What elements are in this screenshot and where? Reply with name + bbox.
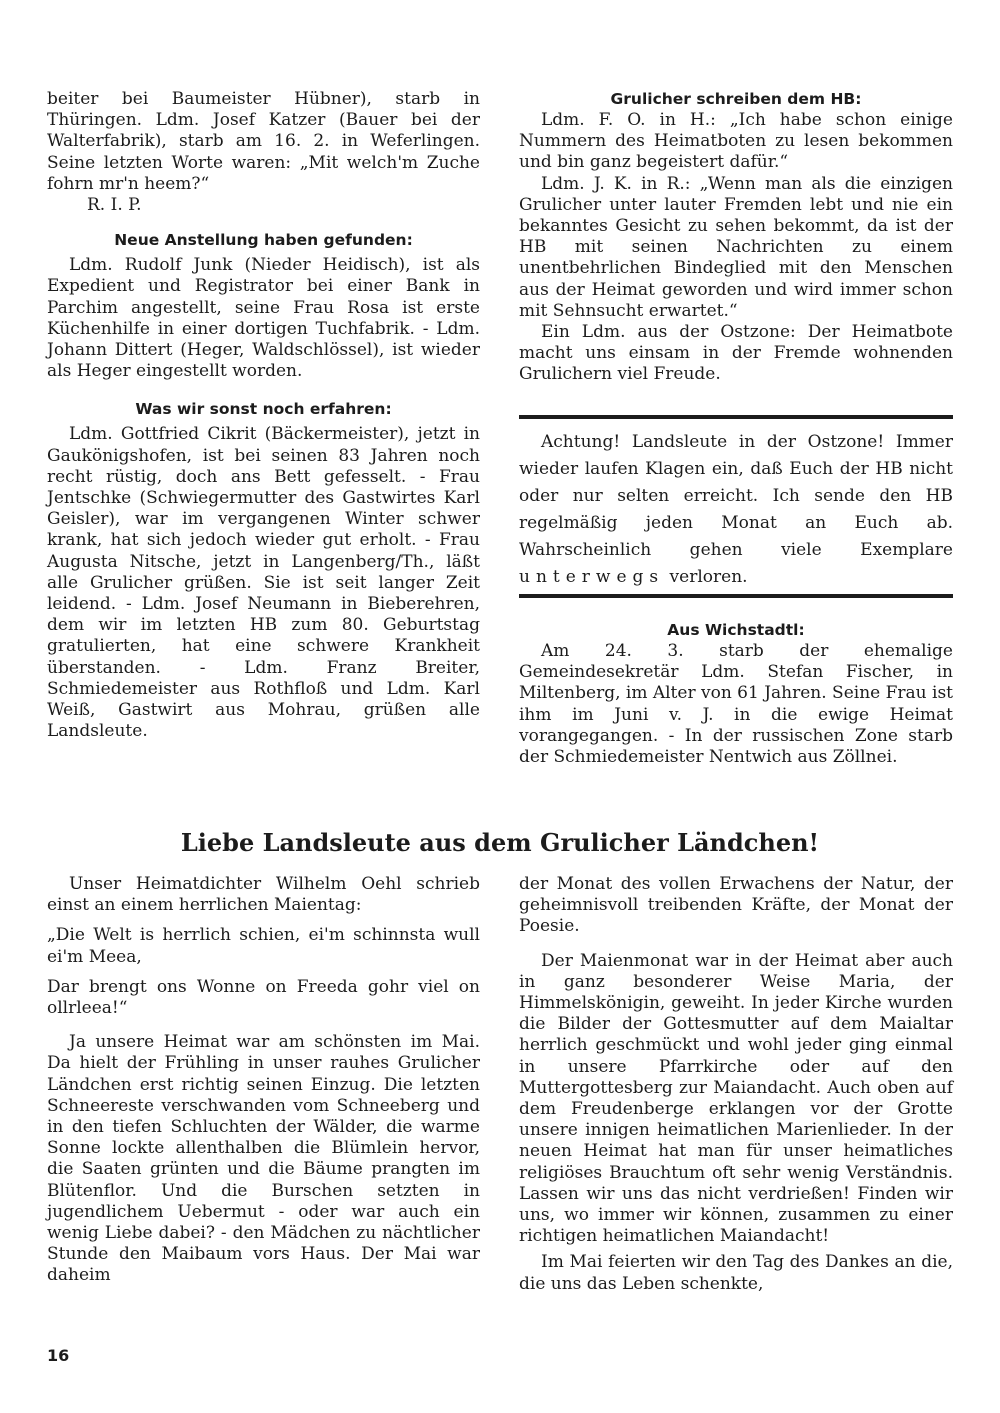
paragraph-maienmonat: Der Maienmonat war in der Heimat aber auch in ganz besonderer Weise Maria, der Himmelskönigin, geweiht. In jeder Kirche wurden die Bilder der Gottesmutter auf dem Maialtar herrlich geschmückt und wohl jeder ging einmal in unsere Pfarrkirche oder auf den Muttergottesberg zur Maiandacht. Auch oben auf dem Freudenberge erklangen vor der Grotte unsere innigen heimatlichen Marienlieder. In der neuen Heimat hat man für unser heimatliches religiöses Brauchtum oft sehr wenig Verständnis. Lassen wir uns das nicht verdrießen! Finden wir uns, wo immer wir können, zusammen zu einer richtigen heimatlichen Maiandacht! xyxy=(519,950,953,1247)
column-bottom-right xyxy=(519,874,953,1295)
notice-text-spaced: unterwegs xyxy=(519,567,665,587)
paragraph-further-news: Ldm. Gottfried Cikrit (Bäckermeister), jetzt in Gaukönigshofen, ist bei seinen 83 Jahren noch recht rüstig, doch ans Bett gefesselt. - Frau Jentschke (Schwiegermutter des Gastwirtes Karl Geisler), war im vergangenen Winter schwer krank, hat sich jedoch wieder gut erholt. - Frau Augusta Nitsche, jetzt in Langenberg/Th., läßt alle Grulicher grüßen. Sie ist seit langer Zeit leidend. - Ldm. Josef Neumann in Bieberehren, dem wir im letzten HB zum 80. Geburtstag gratulierten, hat eine schwere Krankheit überstanden. - Ldm. Franz Breiter, Schmiedemeister aus Rothfloß und Ldm. Karl Weiß, Gastwirt aus Mohrau, grüßen alle Landsleute. xyxy=(47,424,480,742)
column-top-right xyxy=(519,89,953,386)
column-top-left xyxy=(47,89,480,742)
paragraph-month-poetry: der Monat des vollen Erwachens der Natur, der geheimnisvoll treibenden Kräfte, der Monat der Poesie. xyxy=(519,874,953,937)
heading-letters-to-hb: Grulicher schreiben dem HB: xyxy=(610,90,862,108)
notice-text-main: Achtung! Landsleute in der Ostzone! Immer wieder laufen Klagen ein, daß Euch der HB nicht oder nur selten erreicht. Ich sende den HB regelmäßig jeden Monat an Euch ab. Wahrscheinlich gehen viele Exemplare xyxy=(519,432,953,560)
paragraph-obituary: beiter bei Baumeister Hübner), starb in Thüringen. Ldm. Josef Katzer (Bauer bei der Walterfabrik), starb am 16. 2. in Weferlingen. Seine letzten Worte waren: „Mit welch'm Zuche fohrn mr'n heem?“ xyxy=(47,89,480,194)
heading-further-news: Was wir sonst noch erfahren: xyxy=(135,400,392,419)
paragraph-letter-fo: Ldm. F. O. in H.: „Ich habe schon einige Nummern des Heimatboten zu lesen bekommen und bin ganz begeistert dafür.“ xyxy=(519,110,953,173)
paragraph-letter-ostzone: Ein Ldm. aus der Ostzone: Der Heimatbote macht uns einsam in der Fremde wohnenden Grulichern viel Freude. xyxy=(519,322,953,385)
heading-wichstadtl: Aus Wichstadtl: xyxy=(667,621,805,639)
paragraph-intro: Unser Heimatdichter Wilhelm Oehl schrieb einst an einem herrlichen Maientag: xyxy=(47,874,480,916)
article-title: Liebe Landsleute aus dem Grulicher Ländchen! xyxy=(180,828,820,857)
column-wichstadtl xyxy=(519,620,953,768)
page-number: 16 xyxy=(47,1346,70,1365)
notice-text xyxy=(519,429,953,591)
notice-rule-top xyxy=(519,415,953,419)
paragraph-letter-jk: Ldm. J. K. in R.: „Wenn man als die einzigen Grulicher unter lauter Fremden lebt und nie ein bekanntes Gesicht zu sehen bekommt, da ist der HB mit seinen Nachrichten zu einem unentbehrlichen Bindeglied mit den Menschen aus der Heimat geworden und wird immer schon mit Sehnsucht erwartet.“ xyxy=(519,173,953,321)
notice-text-end: verloren. xyxy=(669,567,748,587)
paragraph-thanks: Im Mai feierten wir den Tag des Dankes an die, die uns das Leben schenkte, xyxy=(519,1252,953,1294)
paragraph-wichstadtl: Am 24. 3. starb der ehemalige Gemeindesekretär Ldm. Stefan Fischer, in Miltenberg, im Alter von 61 Jahren. Seine Frau ist ihm im Juni v. J. in die ewige Heimat vorangegangen. - In der russischen Zone starb der Schmiedemeister Nentwich aus Zöllnei. xyxy=(519,641,954,768)
paragraph-may-homeland: Ja unsere Heimat war am schönsten im Mai. Da hielt der Frühling in unser rauhes Grulicher Ländchen erst richtig seinen Einzug. Die letzten Schneereste verschwanden vom Schneeberg und in den tiefen Schluchten der Wälder, die warme Sonne lockte allenthalben die Blümlein hervor, die Saaten grünten und die Bäume prangten im Blütenflor. Und die Burschen setzten in jugendlichem Uebermut - oder war auch ein wenig Liebe dabei? - den Mädchen zu nächtlicher Stunde den Maibaum vors Haus. Der Mai war daheim xyxy=(47,1032,480,1286)
notice-box xyxy=(519,429,953,591)
rip-line: R. I. P. xyxy=(87,195,142,216)
paragraph-new-employment: Ldm. Rudolf Junk (Nieder Heidisch), ist als Expedient und Registrator bei einer Bank in Parchim angestellt, seine Frau Rosa ist erste Küchenhilfe in einer dortigen Tuchfabrik. - Ldm. Johann Dittert (Heger, Waldschlössel), ist wieder als Heger eingestellt worden. xyxy=(47,255,480,382)
verse-line-1: „Die Welt is herrlich schien, ei'm schinnsta wull ei'm Meea, xyxy=(47,925,480,967)
notice-rule-bottom xyxy=(519,594,953,598)
column-bottom-left xyxy=(47,874,480,1287)
heading-new-employment: Neue Anstellung haben gefunden: xyxy=(114,231,413,250)
verse-line-2: Dar brengt ons Wonne on Freeda gohr viel on ollrleea!“ xyxy=(47,976,480,1019)
